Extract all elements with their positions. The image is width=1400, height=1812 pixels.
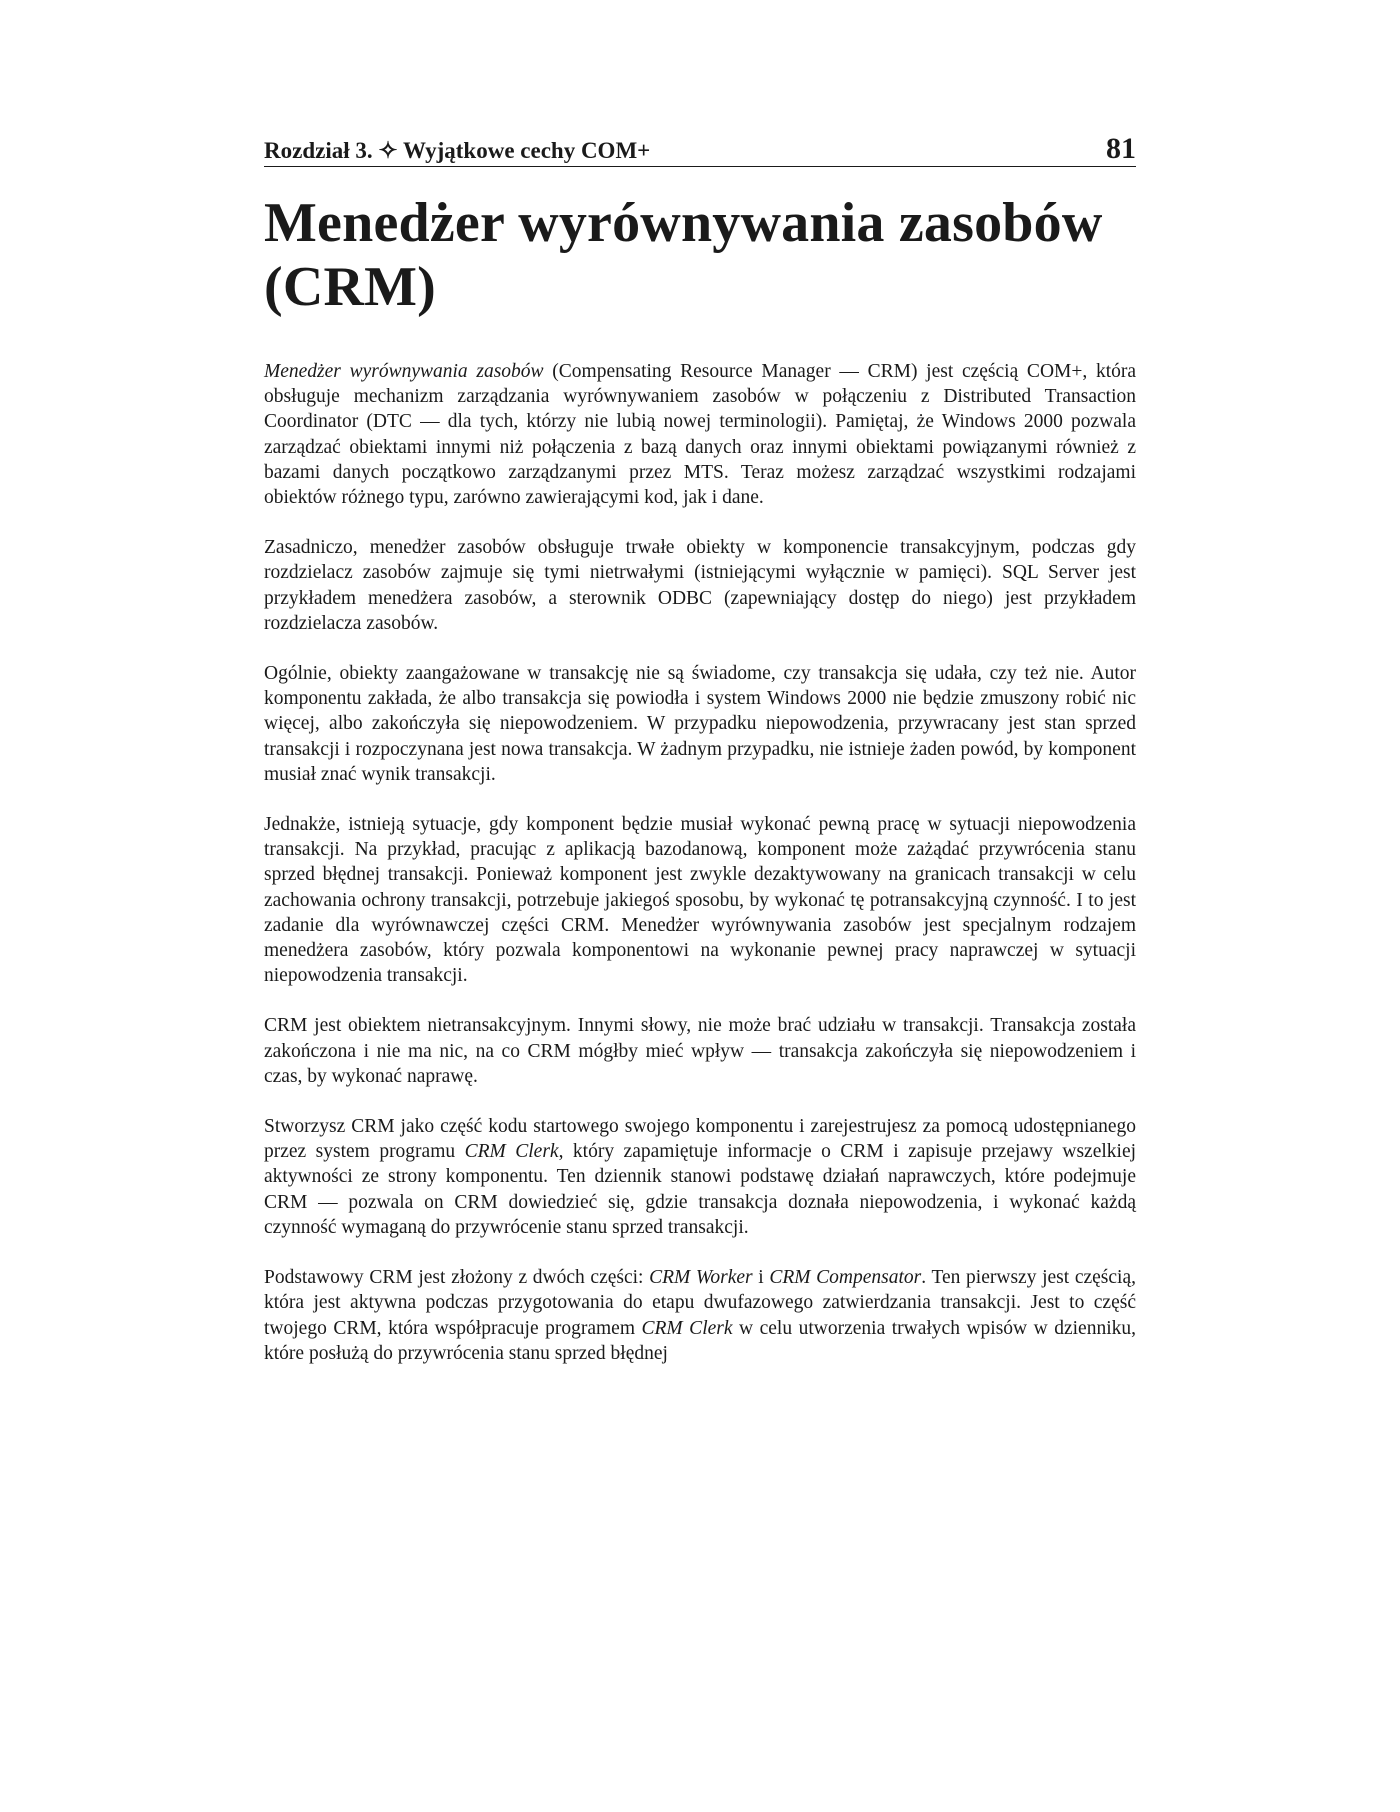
term-italic: Menedżer wyrównywania zasobów (264, 361, 544, 382)
term-italic: CRM Clerk (641, 1317, 733, 1339)
paragraph-7 (264, 1265, 1136, 1366)
paragraph-5: CRM jest obiektem nietransakcyjnym. Innymi słowy, nie może brać udziału w transakcji. Transakcja została zakończona i nie ma nic, na co CRM mógłby mieć wpływ — transakcja zakończyła się niepowodzeniem i czas, by wykonać naprawę. (264, 1015, 1136, 1087)
paragraph-7-text-c: . Ten pierwszy jest częścią, która jest aktywna podczas przygotowania do etapu dwufazowego zatwierdzania transakcji. Jest to część twojego CRM, która współpracuje programem (264, 1267, 1136, 1339)
running-title: Rozdział 3. ✧ Wyjątkowe cechy COM+ (264, 138, 651, 163)
paragraph-6-text-a: Stworzysz CRM jako część kodu startowego swojego komponentu i zarejestrujesz za pomocą udostępnianego przez system programu (264, 1116, 1136, 1163)
paragraph-7-text-a: Podstawowy CRM jest złożony z dwóch części: (264, 1267, 650, 1289)
body-text (264, 359, 1136, 1366)
paragraph-7-text-b: i (752, 1267, 770, 1289)
paragraph-7-text-d: w celu utworzenia trwałych wpisów w dzienniku, które posłużą do przywrócenia stanu sprzed błędnej (264, 1317, 1137, 1364)
term-italic: CRM Compensator (769, 1267, 922, 1289)
chapter-title-line-1: Menedżer wyrównywania zasobów (264, 192, 1103, 254)
chapter-title (264, 191, 1136, 319)
paragraph-1 (264, 359, 1136, 510)
book-page (264, 128, 1136, 1391)
chapter-title-line-2: (CRM) (264, 256, 437, 318)
paragraph-4: Jednakże, istnieją sytuacje, gdy komponent będzie musiał wykonać pewną pracę w sytuacji niepowodzenia transakcji. Na przykład, pracując z aplikacją bazodanową, komponent może zażądać przywrócenia stanu sprzed błędnej transakcji. Ponieważ komponent jest zwykle dezaktywowany na granicach transakcji w celu zachowania ochrony transakcji, potrzebuje jakiegoś sposobu, by wykonać tę potransakcyjną czynność. I to jest zadanie dla wyrównawczej części CRM. Menedżer wyrównywania zasobów jest specjalnym rodzajem menedżera zasobów, który pozwala komponentowi na wykonanie pewnej pracy naprawczej w sytuacji niepowodzenia transakcji. (264, 814, 1136, 987)
paragraph-2: Zasadniczo, menedżer zasobów obsługuje trwałe obiekty w komponencie transakcyjnym, podczas gdy rozdzielacz zasobów zajmuje się tymi nietrwałymi (istniejącymi wyłącznie w pamięci). SQL Server jest przykładem menedżera zasobów, a sterownik ODBC (zapewniający dostęp do niego) jest przykładem rozdzielacza zasobów. (264, 537, 1136, 634)
paragraph-6-text-b: , który zapamiętuje informacje o CRM i zapisuje przejawy wszelkiej aktywności ze strony komponentu. Ten dziennik stanowi podstawę działań naprawczych, które podejmuje CRM — pozwala on CRM dowiedzieć się, gdzie transakcja doznała niepowodzenia, i wykonać każdą czynność wymaganą do przywrócenie stanu sprzed transakcji. (264, 1141, 1137, 1238)
page-number: 81 (1106, 132, 1136, 165)
paragraph-1-text: (Compensating Resource Manager — CRM) jest częścią COM+, która obsługuje mechanizm zarządzania wyrównywaniem zasobów w połączeniu z Distributed Transaction Coordinator (DTC — dla tych, którzy nie lubią nowej terminologii). Pamiętaj, że Windows 2000 pozwala zarządzać obiektami innymi niż połączenia z bazą danych oraz innymi obiektami powiązanymi również z bazami danych początkowo zarządzanymi przez MTS. Teraz możesz zarządzać wszystkimi rodzajami obiektów różnego typu, zarówno zawierającymi kod, jak i dane. (264, 361, 1137, 509)
term-italic: CRM Worker (649, 1267, 753, 1289)
paragraph-3: Ogólnie, obiekty zaangażowane w transakcję nie są świadome, czy transakcja się udała, czy też nie. Autor komponentu zakłada, że albo transakcja się powiodła i system Windows 2000 nie będzie zmuszony robić nic więcej, albo zakończyła się niepowodzeniem. W przypadku niepowodzenia, przywracany jest stan sprzed transakcji i rozpoczynana jest nowa transakcja. W żadnym przypadku, nie istnieje żaden powód, by komponent musiał znać wynik transakcji. (264, 663, 1136, 785)
running-header (264, 128, 1136, 167)
term-italic: CRM Clerk (464, 1141, 559, 1163)
paragraph-6 (264, 1114, 1136, 1240)
